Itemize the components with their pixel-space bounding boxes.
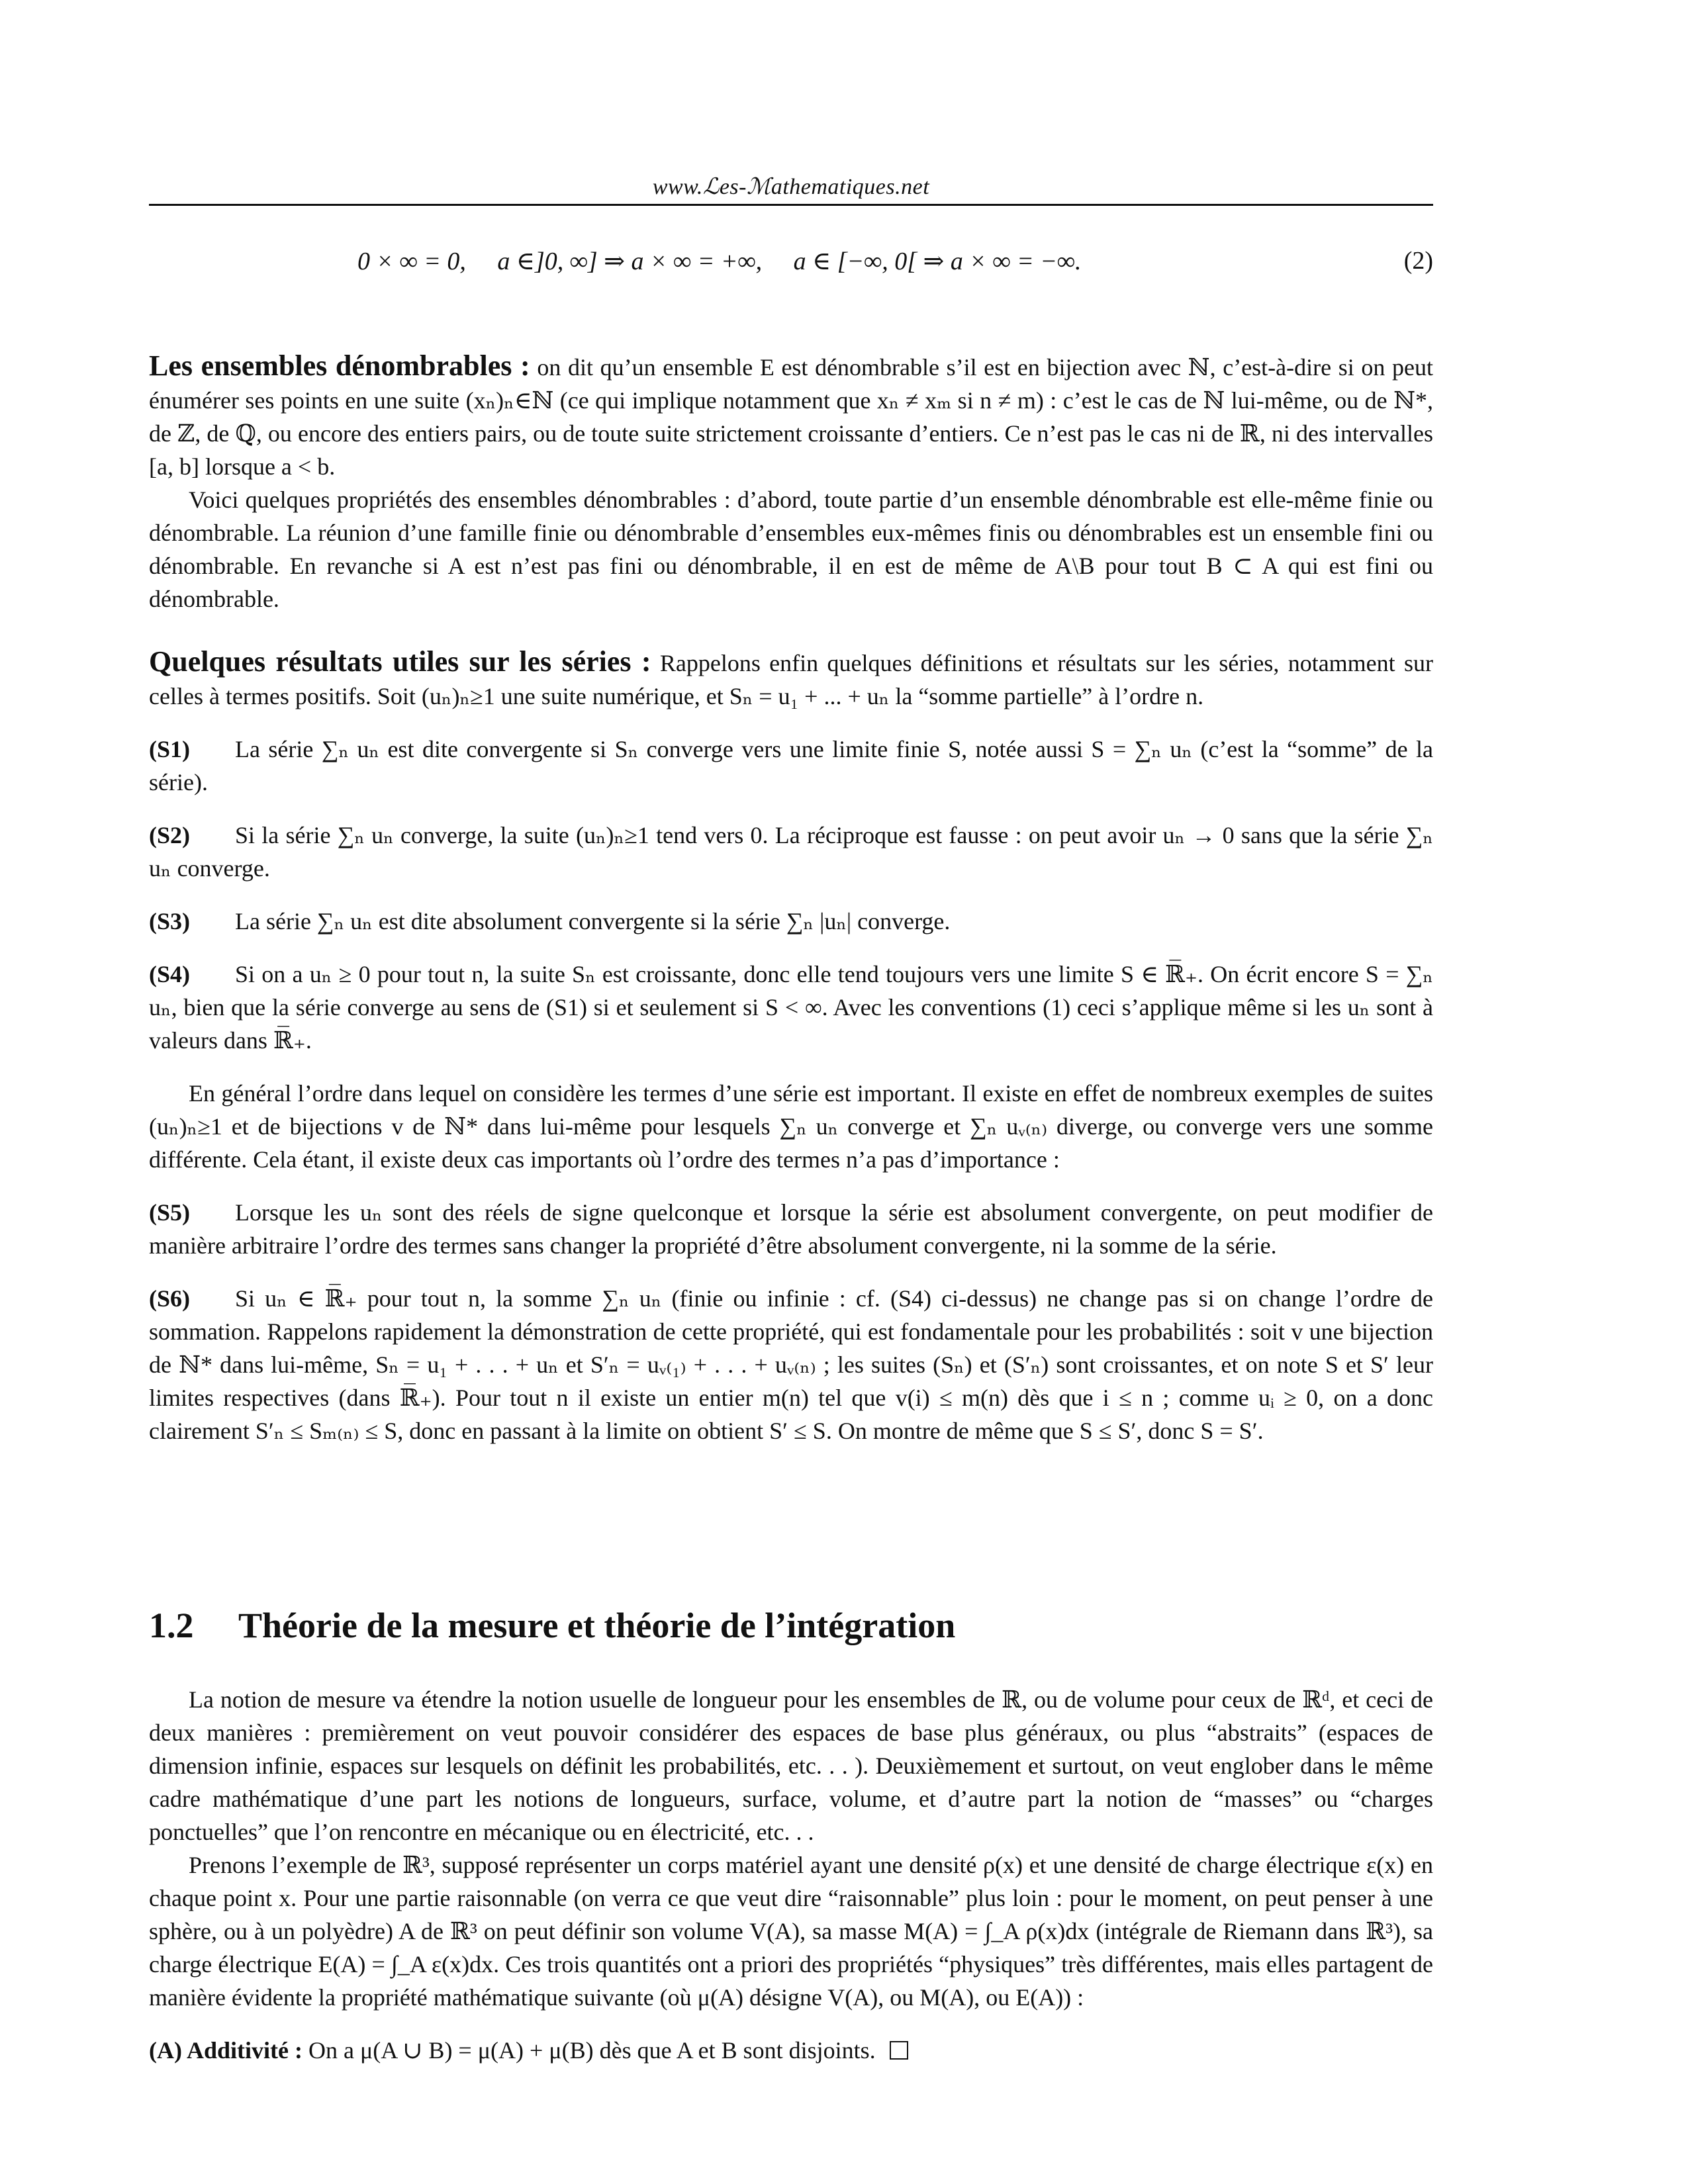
item-tag: (S4) [149, 961, 190, 987]
series-item [149, 1196, 1433, 1262]
item-tag: (S3) [149, 908, 190, 934]
item-text: La série ∑ₙ uₙ est dite absolument convergente si la série ∑ₙ |uₙ| converge. [235, 908, 951, 934]
item-tag: (S6) [149, 1285, 190, 1312]
paragraph-text: Rappelons enfin quelques définitions et résultats sur les séries, notamment sur celles à termes positifs. Soit (uₙ)ₙ≥1 une suite numérique, et Sₙ = u₁ + ... + uₙ la “somme partielle” à l’ordre n. [149, 650, 1433, 709]
paragraph: En général l’ordre dans lequel on considère les termes d’une série est important. Il existe en effet de nombreux exemples de suites (uₙ)ₙ≥1 et de bijections v de ℕ* dans lui-même pour lesquels ∑ₙ uₙ converge et ∑ₙ uᵥ₍ₙ₎ diverge, ou converge vers une somme différente. Cela étant, il existe deux cas importants où l’ordre des termes n’a pas d’importance : [149, 1080, 1433, 1173]
item-text: Lorsque les uₙ sont des réels de signe quelconque et lorsque la série est absolument convergente, on peut modifier de manière arbitraire l’ordre des termes sans changer la propriété d’être absolument convergente, ni la somme de la série. [149, 1199, 1433, 1259]
property-label: (A) Additivité : [149, 2037, 303, 2064]
equation-number: (2) [1403, 247, 1433, 275]
paragraph: La notion de mesure va étendre la notion usuelle de longueur pour les ensembles de ℝ, ou de volume pour ceux de ℝᵈ, et ceci de deux manières : premièrement on veut pouvoir considérer des espaces de base plus généraux, ou plus “abstraits” (espaces de dimension infinie, espaces sur lesquels on définit les probabilités, etc. . . ). Deuxièmement et surtout, on veut englober dans le même cadre mathématique d’une part les notions de longueurs, surface, volume, et d’autre part la notion de “masses” ou “charges ponctuelles” que l’on rencontre en mécanique ou en électricité, etc. . . [149, 1686, 1433, 1845]
item-tag: (S5) [149, 1199, 190, 1226]
qed-box-icon [890, 2041, 908, 2060]
paragraph-title: Les ensembles dénombrables : [149, 349, 530, 382]
section-12-body [149, 1683, 1433, 2067]
paragraph [149, 645, 1433, 713]
item-text: Si on a uₙ ≥ 0 pour tout n, la suite Sₙ est croissante, donc elle tend toujours vers une limite S ∈ ℝ̅₊. On écrit encore S = ∑ₙ uₙ, bien que la série converge au sens de (S1) si et seulement si S < ∞. Avec les conventions (1) ceci s’applique même si les uₙ sont à valeurs dans ℝ̅₊. [149, 961, 1433, 1054]
paragraph-title: Quelques résultats utiles sur les séries : [149, 645, 651, 678]
section-heading [149, 1605, 955, 1646]
header-rule [149, 204, 1433, 206]
paragraph: Prenons l’exemple de ℝ³, supposé représenter un corps matériel ayant une densité ρ(x) et une densité de charge électrique ε(x) en chaque point x. Pour une partie raisonnable (on verra ce que veut dire “raisonnable” plus loin : pour le moment, on peut penser à une sphère, ou à un polyèdre) A de ℝ³ on peut définir son volume V(A), sa masse M(A) = ∫_A ρ(x)dx (intégrale de Riemann dans ℝ³), sa charge électrique E(A) = ∫_A ε(x)dx. Ces trois quantités ont a priori des propriétés “physiques” très différentes, mais elles partagent de manière évidente la propriété mathématique suivante (où μ(A) désigne V(A), ou M(A), ou E(A)) : [149, 1852, 1433, 2011]
series-item [149, 958, 1433, 1057]
property-text: On a μ(A ∪ B) = μ(A) + μ(B) dès que A et B sont disjoints. [308, 2037, 876, 2064]
paragraph [149, 349, 1433, 483]
item-text: La série ∑ₙ uₙ est dite convergente si Sₙ converge vers une limite finie S, notée aussi S = ∑ₙ uₙ (c’est la “somme” de la série). [149, 736, 1433, 796]
paragraph: Voici quelques propriétés des ensembles dénombrables : d’abord, toute partie d’un ensemble dénombrable est elle-même finie ou dénombrable. La réunion d’une famille finie ou dénombrable d’ensembles eux-mêmes finis ou dénombrables est un ensemble fini ou dénombrable. En revanche si A est n’est pas fini ou dénombrable, il en est de même de A\B pour tout B ⊂ A qui est fini ou dénombrable. [149, 486, 1433, 612]
section-denombrables [149, 349, 1433, 615]
section-number: 1.2 [149, 1606, 194, 1645]
item-tag: (S1) [149, 736, 190, 762]
running-header: www.ℒes-ℳathematiques.net [652, 175, 930, 199]
series-item [149, 733, 1433, 799]
item-text: Si la série ∑ₙ uₙ converge, la suite (uₙ)ₙ≥1 tend vers 0. La réciproque est fausse : on peut avoir uₙ → 0 sans que la série ∑ₙ uₙ converge. [149, 822, 1433, 882]
section-title: Théorie de la mesure et théorie de l’intégration [238, 1606, 956, 1645]
series-item [149, 819, 1433, 885]
item-tag: (S2) [149, 822, 190, 848]
additivity-property [149, 2034, 1433, 2067]
paragraph-text: on dit qu’un ensemble E est dénombrable s’il est en bijection avec ℕ, c’est-à-dire si on peut énumérer ses points en une suite (xₙ)ₙ∈ℕ (ce qui implique notamment que xₙ ≠ xₘ si n ≠ m) : c’est le cas de ℕ lui-même, ou de ℕ*, de ℤ, de ℚ, ou encore des entiers pairs, ou de toute suite strictement croissante d’entiers. Ce n’est pas le cas ni de ℝ, ni des intervalles [a, b] lorsque a < b. [149, 354, 1434, 480]
section-series [149, 645, 1433, 1447]
series-item [149, 1282, 1433, 1447]
series-item [149, 905, 1433, 938]
equation-body: 0 × ∞ = 0, a ∈]0, ∞] ⇒ a × ∞ = +∞, a ∈ [−∞, 0[ ⇒ a × ∞ = −∞. [357, 248, 1082, 275]
item-text: Si uₙ ∈ ℝ̅₊ pour tout n, la somme ∑ₙ uₙ (finie ou infinie : cf. (S4) ci-dessus) ne change pas si on change l’ordre de sommation. Rappelons rapidement la démonstration de cette propriété, qui est fondamentale pour les probabilités : soit v une bijection de ℕ* dans lui-même, Sₙ = u₁ + . . . + uₙ et S′ₙ = uᵥ₍₁₎ + . . . + uᵥ₍ₙ₎ ; les suites (Sₙ) et (S′ₙ) sont croissantes, et on note S et S′ leur limites respectives (dans ℝ̅₊). Pour tout n il existe un entier m(n) tel que v(i) ≤ m(n) dès que i ≤ n ; comme uᵢ ≥ 0, on a donc clairement S′ₙ ≤ Sₘ₍ₙ₎ ≤ S, donc en passant à la limite on obtient S′ ≤ S. On montre de même que S ≤ S′, donc S = S′. [149, 1285, 1433, 1444]
